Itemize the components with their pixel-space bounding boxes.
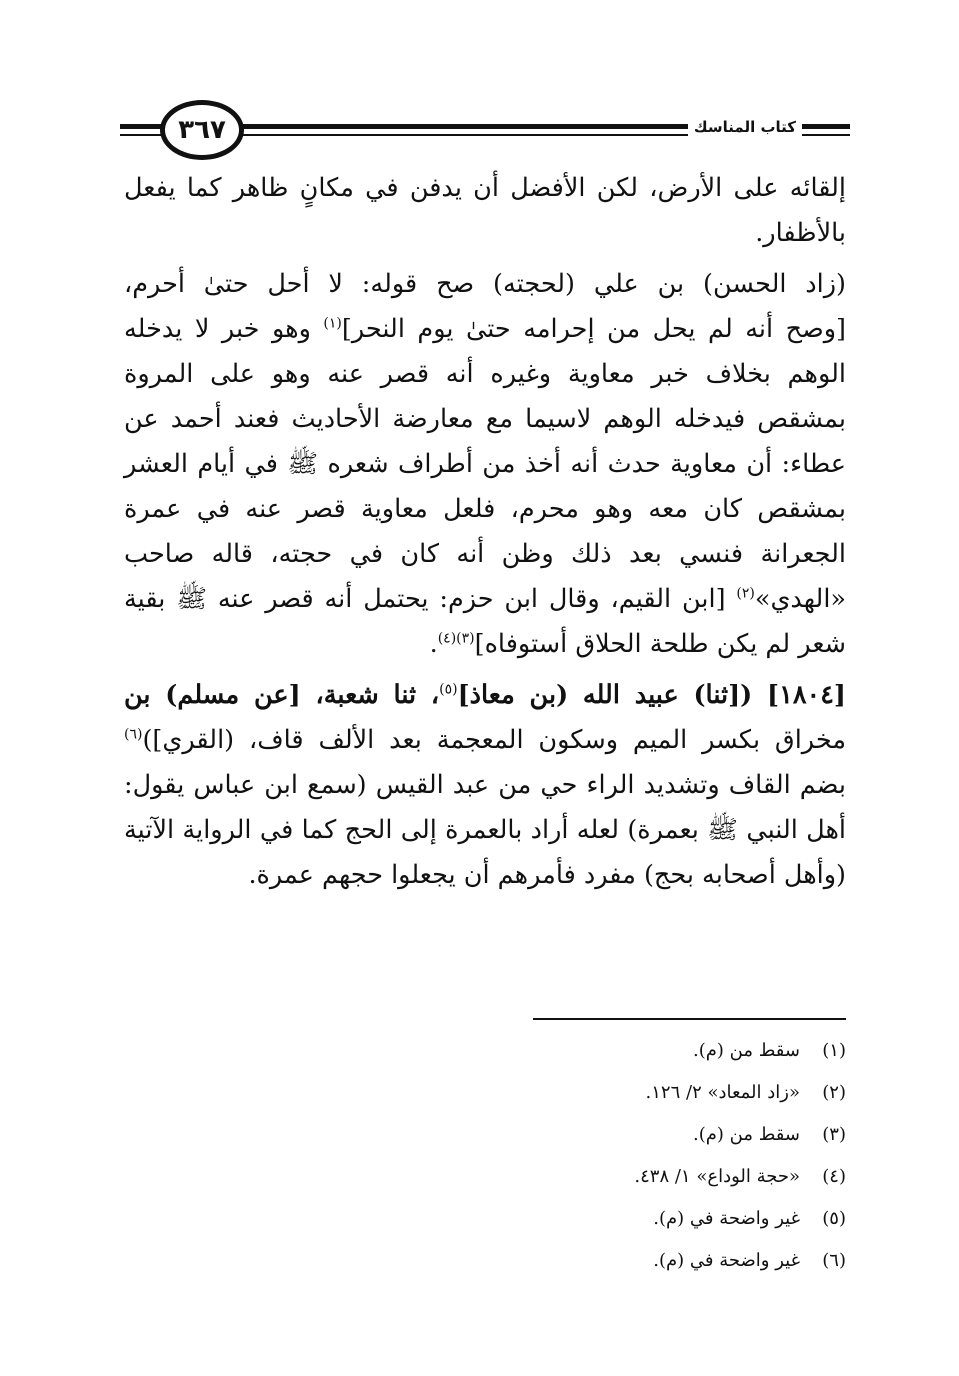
footnote: (٦)غير واضحة في (م).	[653, 1250, 846, 1271]
text-line: بضم القاف وتشديد الراء حي من عبد القيس (سمع ابن عباس يقول:	[124, 770, 846, 800]
footnote: (٣)سقط من (م).	[693, 1124, 846, 1145]
text-line: بمشقص كان معه وهو محرم، فلعل معاوية قصر عنه في عمرة	[124, 494, 846, 524]
text-line: [وصح أنه لم يحل من إحرامه حتىٰ يوم النحر]$^{(١)}$ وهو خبر لا يدخله	[124, 314, 846, 344]
text-line: مخراق بكسر الميم وسكون المعجمة بعد الألف قاف، (القري])$^{(٦)}$	[124, 725, 846, 755]
footnote: (٤)«حجة الوداع» ١/ ٤٣٨.	[634, 1166, 846, 1187]
header-rule-left-thin	[120, 134, 164, 136]
text-line: بالأظفار.	[755, 218, 846, 248]
text-line: عطاء: أن معاوية حدث أنه أخذ من أطراف شعره ﷺ في أيام العشر	[124, 449, 846, 479]
text-line: إلقائه على الأرض، لكن الأفضل أن يدفن في مكانٍ ظاهر كما يفعل	[124, 173, 846, 203]
footnote-ref: (٦)	[124, 726, 143, 743]
text-line: أهل النبي ﷺ بعمرة) لعله أراد بالعمرة إلى الحج كما في الرواية الآتية	[124, 815, 846, 845]
text-line: الجعرانة فنسي بعد ذلك وظن أنه كان في حجته، قاله صاحب	[124, 539, 846, 569]
footnote-ref: (٣)(٤)	[437, 630, 475, 647]
text-line: بمشقص فيدخله الوهم لاسيما مع معارضة الأحاديث فعند أحمد عن	[124, 404, 846, 434]
text-line: الوهم بخلاف خبر معاوية وغيره أنه قصر عنه وهو على المروة	[124, 359, 846, 389]
footnote: (٥)غير واضحة في (م).	[653, 1208, 846, 1229]
text-line: «الهدي»$^{(٢)}$ [ابن القيم، وقال ابن حزم: يحتمل أنه قصر عنه ﷺ بقية	[124, 584, 846, 614]
footnote-ref: (٢)	[736, 585, 755, 602]
footnote-divider	[533, 1018, 846, 1020]
page-number: ٣٦٧	[160, 100, 244, 160]
header-rule-left	[120, 124, 164, 129]
text-line: شعر لم يكن طلحة الحلاق أستوفاه]$^{(٣)(٤)}$.	[429, 629, 846, 659]
main-text	[124, 166, 846, 898]
footnote-ref: (١)	[323, 315, 342, 332]
footnote: (١)سقط من (م).	[693, 1040, 846, 1061]
footnotes	[634, 1030, 846, 1282]
text-line: (وأهل أصحابه بحج) مفرد فأمرهم أن يجعلوا حجهم عمرة.	[248, 860, 846, 890]
text-line: [١٨٠٤] ([ثنا) عبيد الله (بن معاذ]$^{(٥)}$، ثنا شعبة، [عن مسلم) بن	[124, 680, 846, 710]
footnote: (٢)«زاد المعاد» ٢/ ١٢٦.	[645, 1082, 846, 1103]
page-header	[120, 98, 850, 162]
text-line: (زاد الحسن) بن علي (لحجته) صح قوله: لا أحل حتىٰ أحرم،	[124, 269, 846, 299]
footnote-ref: (٥)	[439, 681, 458, 698]
book-title: كتاب المناسك	[688, 118, 802, 136]
